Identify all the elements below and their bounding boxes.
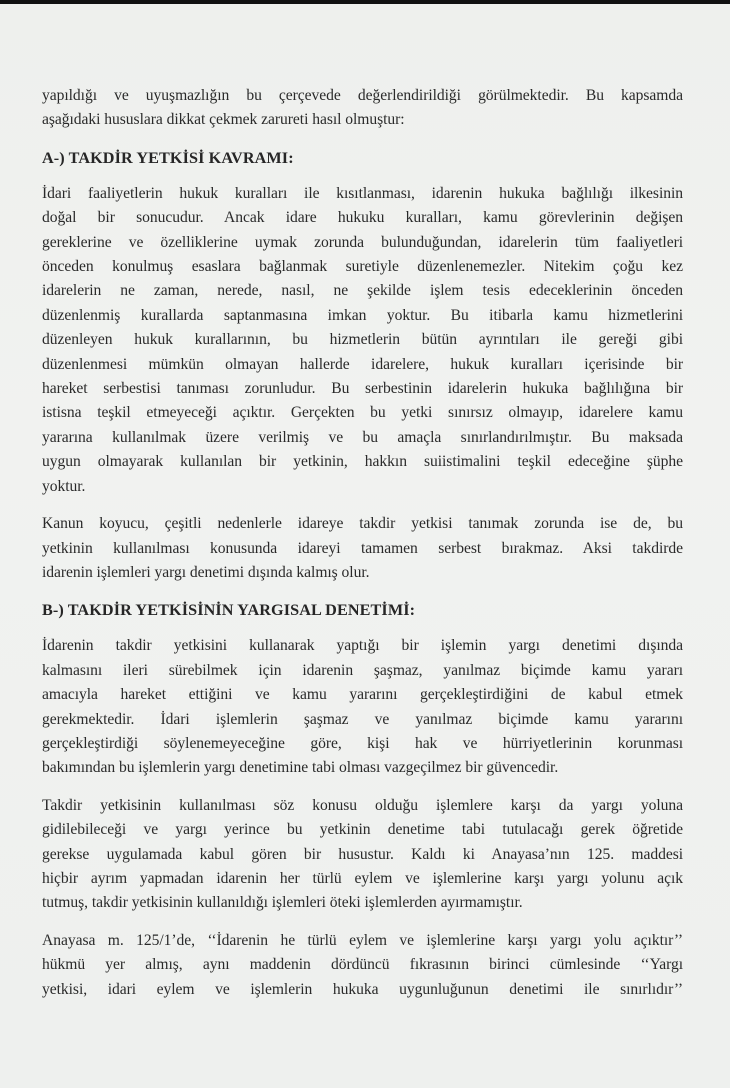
text-line: yararına kullanılmak üzere verilmiş ve bu amaçla sınırlandırılmıştır. Bu maksada [42, 428, 683, 446]
section-heading: A-) TAKDİR YETKİSİ KAVRAMI: [42, 148, 294, 167]
text-line: idarelerin ne zaman, nerede, nasıl, ne şekilde işlem tesis edeceklerinin önceden [42, 282, 683, 300]
text-line: uygun olmayarak kullanılan bir yetkinin, hakkın suiistimalini teşkil edeceğine şüphe [42, 453, 683, 471]
text-line: yapıldığı ve uyuşmazlığın bu çerçevede değerlendirildiği görülmektedir. Bu kapsamda [42, 87, 683, 104]
paragraph [42, 182, 683, 499]
text-line: hareket serbestisi tanıması zorunludur. Bu serbestinin idarelerin hukuka bağlılığına bir [42, 380, 683, 398]
text-line: gerekmektedir. İdari işlemlerin şaşmaz ve yanılmaz biçimde kamu yararını [42, 710, 683, 728]
text-line: bakımından bu işlemlerin yargı denetimine tabi olması vazgeçilmez bir güvencedir. [42, 759, 559, 777]
text-line: yetkinin kullanılması konusunda idareyi tamamen serbest bırakmaz. Aksi takdirde [42, 539, 683, 557]
text-line: kalmasını ileri sürebilmek için idarenin şaşmaz, yanılmaz biçimde kamu yararı [42, 661, 683, 679]
text-line: gereklerine ve özelliklerine uymak zorunda bulunduğundan, idarelerin tüm faaliyetleri [42, 233, 683, 251]
text-line: istisna teşkil etmeyeceği açıktır. Gerçekten bu yetki sınırsız olmayıp, idarelere kamu [42, 404, 683, 422]
text-line: amacıyla hareket ettiğini ve kamu yararını gerçekleştirdiğini de kabul etmek [42, 686, 683, 704]
paragraph [42, 634, 683, 780]
paragraph [42, 512, 683, 585]
text-line: hükmü yer almış, aynı maddenin dördüncü fıkrasının birinci cümlesinde ‘‘Yargı [42, 956, 683, 974]
text-line: doğal bir sonucudur. Ancak idare hukuku kuralları, kamu görevlerinin değişen [42, 209, 683, 227]
text-line: hiçbir ayrım yapmadan idarenin her türlü eylem ve işlemlerine karşı yargı yolunu açık [42, 869, 683, 887]
text-line: yoktur. [42, 477, 86, 495]
text-line: düzenlenmesi mümkün olmayan hallerde idarelere, hukuk kuralları içerisinde bir [42, 355, 683, 373]
text-line: gerçekleştirdiği söylenemeyeceğine göre, kişi hak ve hürriyetlerinin korunması [42, 734, 683, 752]
text-line: Kanun koyucu, çeşitli nedenlerle idareye takdir yetkisi tanımak zorunda ise de, bu [42, 515, 683, 533]
text-line: düzenlenmiş kurallarda saptanmasına imkan yoktur. Bu itibarla kamu hizmetlerini [42, 306, 683, 324]
paragraph [42, 84, 683, 133]
text-line: önceden konulmuş esaslara bağlanmak suretiyle düzenlenemezler. Nitekim çoğu kez [42, 258, 683, 276]
text-line: idarenin işlemleri yargı denetimi dışında kalmış olur. [42, 563, 370, 581]
text-line: Anayasa m. 125/1’de, ‘‘İdarenin he türlü eylem ve işlemlerine karşı yargı yolu açıktır’’ [42, 931, 683, 949]
text-line: gerekse uygulamada kabul gören bir husustur. Kaldı ki Anayasa’nın 125. maddesi [42, 845, 683, 863]
top-border [0, 0, 730, 4]
text-line: aşağıdaki hususlara dikkat çekmek zarureti hasıl olmuştur: [42, 111, 405, 129]
text-line: tutmuş, takdir yetkisinin kullanıldığı işlemleri öteki işlemlerden ayırmamıştır. [42, 894, 523, 912]
text-line: Takdir yetkisinin kullanılması söz konusu olduğu işlemlere karşı da yargı yoluna [42, 796, 683, 814]
section-heading: B-) TAKDİR YETKİSİNİN YARGISAL DENETİMİ: [42, 601, 416, 620]
text-line: düzenleyen hukuk kurallarının, bu hizmetlerin bütün ayrıntıları ile gereği gibi [42, 331, 683, 349]
document-body [42, 84, 683, 1015]
text-line: İdari faaliyetlerin hukuk kuralları ile kısıtlanması, idarenin hukuka bağlılığı ilkesinin [42, 184, 683, 202]
paragraph [42, 929, 683, 1002]
text-line: gidilebileceği ve yargı yerince bu yetkinin denetime tabi tutulacağı gerek öğretide [42, 821, 683, 839]
text-line: yetkisi, idari eylem ve işlemlerin hukuka uygunluğunun denetimi ile sınırlıdır’’ [42, 980, 683, 998]
text-line: İdarenin takdir yetkisini kullanarak yaptığı bir işlemin yargı denetimi dışında [42, 637, 683, 655]
paragraph [42, 794, 683, 916]
